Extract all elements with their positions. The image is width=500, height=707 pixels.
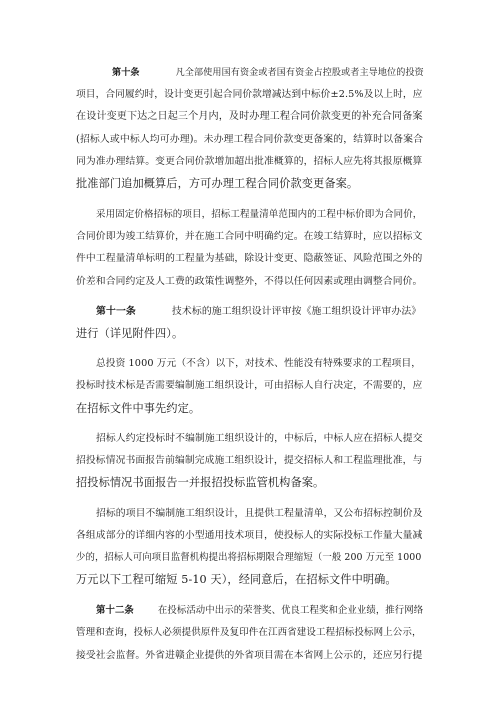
article-11-heading-line bbox=[96, 305, 421, 319]
text-line: 同为准办理结算。变更合同价款增加超出批准概算的，招标人应先将其报原概算 bbox=[76, 156, 423, 167]
text-line: 在招标文件中事先约定。 bbox=[76, 402, 201, 415]
text-line: 管理和查询，投标人必须提供原件及复印件在江西省建设工程招标投标网上公示， bbox=[76, 627, 422, 638]
text-line: 批准部门追加概算后，方可办理工程合同价款变更备案。 bbox=[76, 177, 359, 190]
text-line: 在投标活动中出示的荣誉奖、优良工程奖和企业业绩，推行网络 bbox=[157, 605, 424, 616]
article-number: 第十条 bbox=[112, 67, 140, 78]
article-12-heading-line bbox=[96, 604, 423, 618]
article-10-heading-line bbox=[112, 66, 424, 80]
paragraph-first-line: 招标人约定投标时不编制施工组织设计的，中标后，中标人应在招标人提交 bbox=[96, 433, 423, 444]
text-line: 招投标情况书面报告一并报招投标监管机构备案。 bbox=[76, 476, 325, 489]
text-line: 凡全部使用国有资金或者国有资金占控股或者主导地位的投资 bbox=[175, 68, 424, 78]
text-line: 招投标情况书面报告前编制完成施工组织设计，提交招标人和工程监理批准，与 bbox=[76, 455, 423, 466]
text-line: 项目，合同履约时，设计变更引起合同价款增减达到中标价±2.5%及以上时，应 bbox=[76, 89, 423, 100]
text-line: 各组成部分的详细内容的小型通用技术项目，使投标人的实际投标工作量大量减 bbox=[76, 530, 423, 541]
paragraph-first-line: 招标的项目不编制施工组织设计，且提供工程量清单，又公布招标控制价及 bbox=[96, 508, 423, 519]
text-line: 少的，招标人可向项目监督机构提出将招标期限合理缩短（一般 200 万元至 1000 bbox=[76, 552, 422, 563]
text-line: 万元以下工程可缩短 5-10 天），经同意后，在招标文件中明确。 bbox=[76, 573, 397, 586]
text-line: 进行（详见附件四）。 bbox=[76, 327, 184, 340]
paragraph-first-line: 总投资 1000 万元（不含）以下，对技术、性能没有特殊要求的工程项目， bbox=[96, 358, 422, 369]
text-line: (招标人或中标人均可办理)。未办理工程合同价款变更备案的，结算时以备案合 bbox=[76, 134, 424, 145]
text-line: 合同价即为竣工结算价，并在施工合同中明确约定。在竣工结算时，应以招标文 bbox=[76, 231, 423, 242]
text-line: 投标时技术标是否需要编制施工组织设计，可由招标人自行决定，不需要的，应 bbox=[76, 380, 423, 391]
text-line: 接受社会监督。外省进赣企业提供的外省项目需在本省网上公示的，还应另行提 bbox=[76, 650, 423, 661]
text-line: 在设计变更下达之日起三个月内，及时办理工程合同价款变更的补充合同备案 bbox=[76, 111, 423, 122]
text-line: 价差和合同约定及人工费的政策性调整外，不得以任何因素或理由调整合同价。 bbox=[76, 276, 423, 287]
text-line: 件中工程量清单标明的工程量为基础，除设计变更、隐蔽签证、风险范围之外的 bbox=[76, 253, 423, 264]
article-number: 第十一条 bbox=[96, 306, 136, 317]
paragraph-first-line: 采用固定价格招标的项目，招标工程量清单范围内的工程中标价即为合同价， bbox=[96, 209, 423, 220]
text-line: 技术标的施工组织设计评审按《施工组织设计评审办法》 bbox=[171, 306, 422, 317]
article-number: 第十二条 bbox=[96, 605, 134, 616]
